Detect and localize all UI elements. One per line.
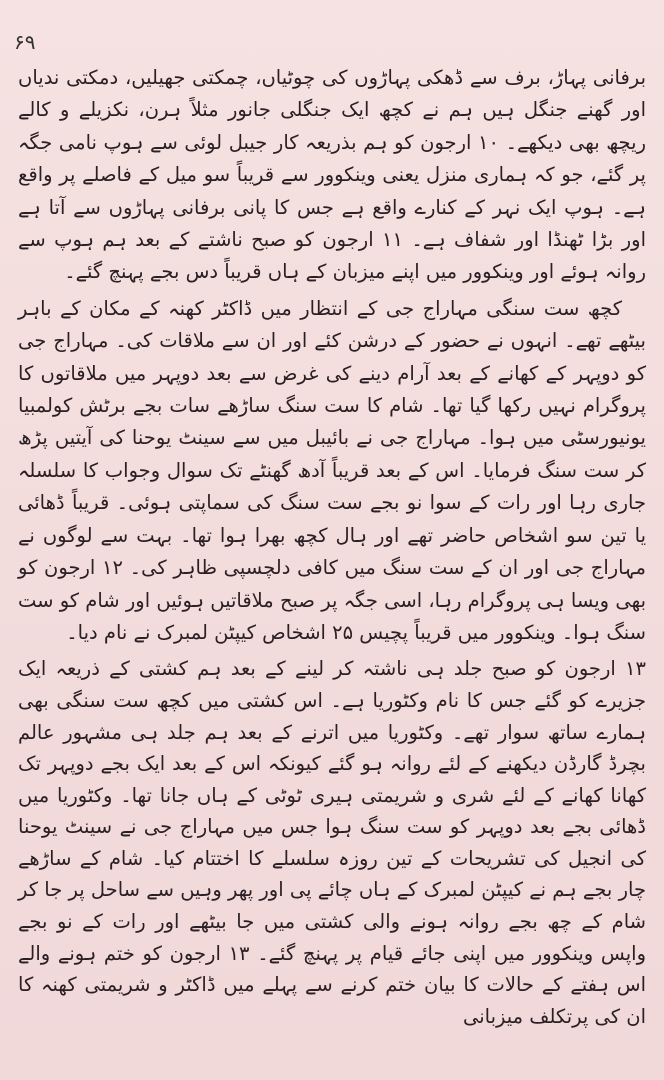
page-number: ۶۹ [14,30,36,54]
paragraph-2: کچھ ست سنگی مہاراج جی کے انتظار میں ڈاکٹر کھنہ کے مکان کے باہر بیٹھے تھے۔ انہوں نے حضور کے درشن کئے اور ان سے ملاقات کی۔ مہاراج جی کو دوپہر کے کھانے کے بعد آرام دینے کی غرض سے بعد دوپہر میں ملاقاتوں کا پروگرام نہیں رکھا گیا تھا۔ شام کا ست سنگ ساڑھے سات بجے برٹش کولمبیا یونیورسٹی میں ہوا۔ مہاراج جی نے بائیبل میں سے سینٹ یوحنا کی آیتیں پڑھ کر ست سنگ فرمایا۔ اس کے بعد قریباً آدھ گھنٹے تک سوال وجواب کا سلسلہ جاری رہا اور رات کے سوا نو بجے ست سنگ کی سماپتی ہوئی۔ قریباً ڈھائی یا تین سو اشخاص حاضر تھے اور ہال کچھ بھرا ہوا تھا۔ بہت سے لوگوں نے مہاراج جی اور ان کے ست سنگ میں کافی دلچسپی ظاہر کی۔ ۱۲ ارجون کو بھی ویسا ہی پروگرام رہا، اسی جگہ پر صبح ملاقاتیں ہوئیں اور شام کو ست سنگ ہوا۔ وینکوور میں قریباً پچیس ۲۵ اشخاص کیپٹن لمبرک نے نام دیا۔ [18,296,646,644]
page-text [18,62,646,1032]
paragraph-3: ۱۳ ارجون کو صبح جلد ہی ناشتہ کر لینے کے بعد ہم کشتی کے ذریعہ ایک جزیرے کو گئے جس کا نام وکٹوریا ہے۔ اس کشتی میں کچھ ست سنگی بھی ہمارے ساتھ سوار تھے۔ وکٹوریا میں اترنے کے بعد ہم جلد ہی مشہور عالم بچرڈ گارڈن دیکھنے کے لئے روانہ ہو گئے کیونکہ اس کے بعد ایک بجے دوپہر تک کھانا کھانے کے لئے شری و شریمتی ہیری ٹوٹی کے ہاں جانا تھا۔ وکٹوریا میں ڈھائی بجے بعد دوپہر کو ست سنگ ہوا جس میں مہاراج جی نے سینٹ یوحنا کی انجیل کی تشریحات کے تین روزہ سلسلے کا اختتام کیا۔ شام کے ساڑھے چار بجے ہم نے کیپٹن لمبرک کے ہاں چائے پی اور پھر وہیں سے ساحل پر جا کر شام کے چھ بجے روانہ ہونے والی کشتی میں جا بیٹھے اور رات کے نو بجے واپس وینکوور میں اپنی جائے قیام پر پہنچ گئے۔ ۱۳ ارجون کو ختم ہونے والے اس ہفتے کے حالات کا بیان ختم کرنے سے پہلے میں ڈاکٹر و شریمتی کھنہ کا ان کی پرتکلف میزبانی [18,657,646,1028]
paragraph-1: برفانی پہاڑ، برف سے ڈھکی پہاڑوں کی چوٹیاں، چمکتی جھیلیں، دمکتی ندیاں اور گھنے جنگل ہیں ہم نے کچھ ایک جنگلی جانور مثلاً ہرن، نکزیلے و کالے ریچھ بھی دیکھے۔ ۱۰ ارجون کو ہم بذریعہ کار جیبل لوئی سے ہوپ نامی جگہ پر گئے، جو کہ ہماری منزل یعنی وینکوور سے قریباً سو میل کے فاصلے پر واقع ہے۔ ہوپ ایک نہر کے کنارے واقع ہے جس کا پانی برفانی پہاڑوں سے آتا ہے اور بڑا ٹھنڈا اور شفاف ہے۔ ۱۱ ارجون کو صبح ناشتے کے بعد ہم ہوپ سے روانہ ہوئے اور وینکوور میں اپنے میزبان کے ہاں قریباً دس بجے پہنچ گئے۔ [18,66,647,284]
